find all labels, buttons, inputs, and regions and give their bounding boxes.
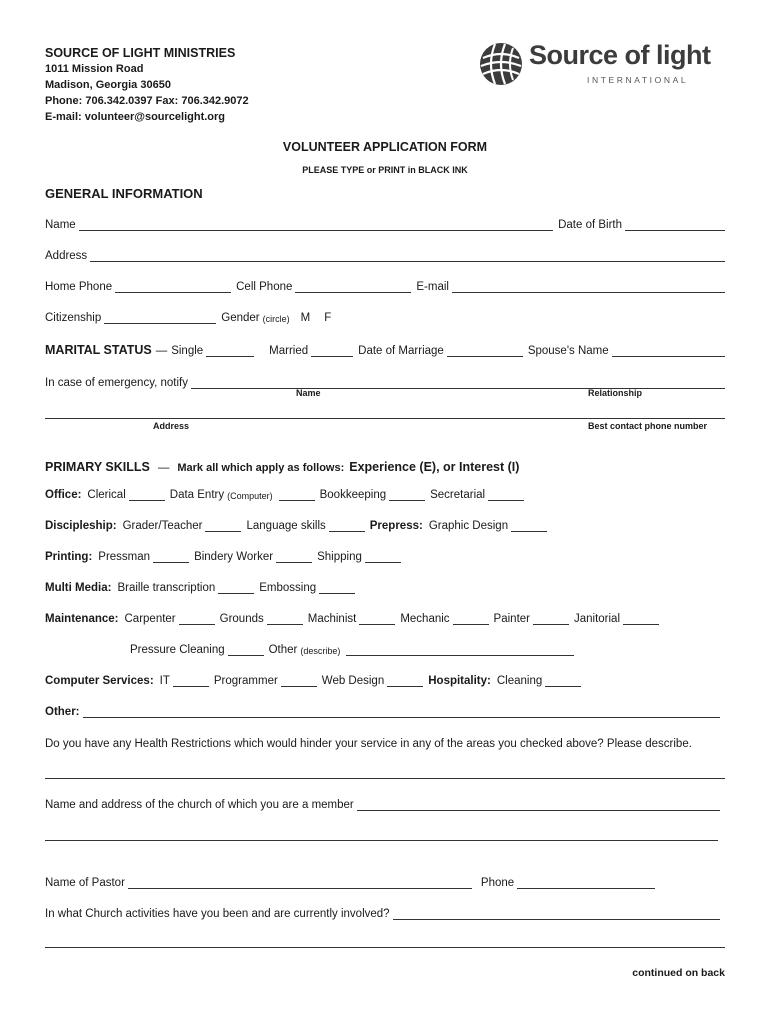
emergency-phone-caption: Best contact phone number (588, 421, 708, 431)
citizenship-label: Citizenship (45, 312, 102, 324)
multimedia-label: Multi Media: (45, 582, 112, 594)
name-label: Name (45, 219, 76, 231)
org-address-line2: Madison, Georgia 30650 (45, 79, 171, 91)
graphic-design-field[interactable] (511, 519, 547, 532)
marital-heading: MARITAL STATUS (45, 343, 152, 357)
gender-f-option[interactable]: F (324, 312, 332, 324)
marital-dash: — (155, 345, 168, 357)
address-field[interactable] (90, 249, 725, 262)
org-header (45, 45, 249, 125)
skills-heading: PRIMARY SKILLS (45, 460, 150, 474)
address-row (45, 246, 725, 262)
maintenance-other-note: (describe) (300, 646, 341, 656)
general-heading: GENERAL INFORMATION (45, 186, 203, 201)
single-label: Single (171, 345, 204, 357)
health-question (45, 734, 725, 750)
date-of-marriage-label: Date of Marriage (358, 345, 444, 357)
pressure-cleaning-label: Pressure Cleaning (130, 644, 225, 656)
pressman-field[interactable] (153, 550, 189, 563)
health-field[interactable] (45, 778, 725, 779)
carpenter-field[interactable] (179, 612, 215, 625)
spouse-field[interactable] (612, 344, 725, 357)
pastor-phone-field[interactable] (517, 876, 655, 889)
org-phones: Phone: 706.342.0397 Fax: 706.342.9072 (45, 95, 249, 107)
secretarial-label: Secretarial (430, 489, 486, 501)
bindery-label: Bindery Worker (194, 551, 274, 563)
maintenance-other-label: Other (268, 644, 298, 656)
home-phone-field[interactable] (115, 280, 231, 293)
grader-field[interactable] (205, 519, 241, 532)
emergency-address-caption: Address (153, 421, 190, 431)
grounds-field[interactable] (267, 612, 303, 625)
web-design-label: Web Design (321, 675, 385, 687)
machinist-field[interactable] (359, 612, 395, 625)
skills-legend: Experience (E), or Interest (I) (349, 460, 520, 474)
name-field[interactable] (79, 218, 553, 231)
logo-text: Source of light (529, 40, 711, 70)
spouse-label: Spouse's Name (527, 345, 609, 357)
church-label: Name and address of the church of which you are a member (45, 799, 354, 811)
maintenance-label: Maintenance: (45, 613, 119, 625)
hospitality-label: Hospitality: (428, 675, 491, 687)
braille-label: Braille transcription (117, 582, 216, 594)
bindery-field[interactable] (276, 550, 312, 563)
bookkeeping-label: Bookkeeping (319, 489, 387, 501)
activities-field-2[interactable] (45, 947, 725, 948)
date-of-marriage-field[interactable] (447, 344, 523, 357)
citizenship-row (45, 308, 725, 324)
emergency-name-field[interactable] (191, 376, 725, 389)
cleaning-label: Cleaning (496, 675, 543, 687)
email-label: E-mail (416, 281, 449, 293)
form-subtitle: PLEASE TYPE or PRINT in BLACK INK (302, 165, 468, 175)
church-field[interactable] (357, 798, 720, 811)
cell-phone-label: Cell Phone (236, 281, 293, 293)
name-row (45, 215, 725, 231)
multimedia-row (45, 578, 725, 594)
mechanic-field[interactable] (453, 612, 489, 625)
janitorial-label: Janitorial (573, 613, 621, 625)
language-label: Language skills (246, 520, 326, 532)
emergency-label: In case of emergency, notify (45, 377, 188, 389)
email-field[interactable] (452, 280, 725, 293)
pastor-field[interactable] (128, 876, 472, 889)
printing-row (45, 547, 725, 563)
dob-label: Date of Birth (558, 219, 622, 231)
it-field[interactable] (173, 674, 209, 687)
globe-icon (477, 40, 525, 88)
office-label: Office: (45, 489, 82, 501)
printing-label: Printing: (45, 551, 93, 563)
citizenship-field[interactable] (104, 311, 216, 324)
pastor-phone-label: Phone (480, 877, 515, 889)
activities-row (45, 904, 720, 920)
emergency-name-caption: Name (296, 388, 321, 398)
clerical-label: Clerical (87, 489, 126, 501)
gender-note: (circle) (262, 314, 290, 324)
skills-instruction: Mark all which apply as follows: (177, 462, 345, 474)
address-label: Address (45, 250, 88, 262)
single-field[interactable] (206, 344, 254, 357)
skills-other-row (45, 702, 720, 718)
discipleship-label: Discipleship: (45, 520, 117, 532)
emergency-address-field[interactable] (45, 418, 725, 419)
skills-dash: — (157, 462, 170, 474)
painter-label: Painter (493, 613, 530, 625)
embossing-field[interactable] (319, 581, 355, 594)
maintenance-row-2 (130, 640, 725, 656)
maintenance-other-field[interactable] (346, 643, 574, 656)
emergency-relationship-caption: Relationship (588, 388, 643, 398)
data-entry-label: Data Entry (169, 489, 225, 501)
braille-field[interactable] (218, 581, 254, 594)
painter-field[interactable] (533, 612, 569, 625)
web-design-field[interactable] (387, 674, 423, 687)
emergency-row (45, 373, 725, 389)
gender-label: Gender (221, 312, 260, 324)
shipping-label: Shipping (317, 551, 362, 563)
shipping-field[interactable] (365, 550, 401, 563)
grounds-label: Grounds (219, 613, 264, 625)
discipleship-row (45, 516, 725, 532)
cleaning-field[interactable] (545, 674, 581, 687)
embossing-label: Embossing (259, 582, 317, 594)
pastor-row (45, 873, 725, 889)
data-entry-field[interactable] (279, 488, 315, 501)
gender-m-option[interactable]: M (300, 312, 311, 324)
church-row (45, 795, 720, 811)
it-label: IT (159, 675, 170, 687)
married-field[interactable] (311, 344, 353, 357)
form-title: VOLUNTEER APPLICATION FORM (282, 140, 488, 154)
dob-field[interactable] (625, 218, 725, 231)
org-name: SOURCE OF LIGHT MINISTRIES (45, 46, 236, 60)
skills-heading-row (45, 458, 725, 474)
programmer-label: Programmer (213, 675, 278, 687)
computer-row (45, 671, 725, 687)
continued-note: continued on back (632, 967, 725, 979)
pastor-label: Name of Pastor (45, 877, 125, 889)
carpenter-label: Carpenter (124, 613, 176, 625)
logo (477, 38, 722, 90)
maintenance-row (45, 609, 725, 625)
pressman-label: Pressman (98, 551, 151, 563)
clerical-field[interactable] (129, 488, 165, 501)
computer-label: Computer Services: (45, 675, 154, 687)
bookkeeping-field[interactable] (389, 488, 425, 501)
prepress-label: Prepress: (369, 520, 423, 532)
cell-phone-field[interactable] (295, 280, 411, 293)
org-email: E-mail: volunteer@sourcelight.org (45, 111, 226, 123)
secretarial-field[interactable] (488, 488, 524, 501)
home-phone-label: Home Phone (45, 281, 113, 293)
office-row (45, 485, 725, 501)
skills-other-field[interactable] (83, 705, 721, 718)
janitorial-field[interactable] (623, 612, 659, 625)
skills-other-label: Other: (45, 706, 80, 718)
phone-row (45, 277, 725, 293)
programmer-field[interactable] (281, 674, 317, 687)
activities-label: In what Church activities have you been and are currently involved? (45, 908, 390, 920)
grader-label: Grader/Teacher (122, 520, 203, 532)
marital-row (45, 341, 725, 357)
mechanic-label: Mechanic (400, 613, 450, 625)
church-field-2[interactable] (45, 840, 718, 841)
data-entry-note: (Computer) (227, 491, 273, 501)
org-address-line1: 1011 Mission Road (45, 63, 144, 75)
logo-subtext: INTERNATIONAL (587, 75, 689, 85)
health-label: Do you have any Health Restrictions which would hinder your service in any of the areas you checked above? Please describe. (45, 738, 692, 750)
machinist-label: Machinist (307, 613, 357, 625)
graphic-design-label: Graphic Design (428, 520, 509, 532)
pressure-cleaning-field[interactable] (228, 643, 264, 656)
activities-field[interactable] (393, 907, 720, 920)
married-label: Married (269, 345, 309, 357)
language-field[interactable] (329, 519, 365, 532)
